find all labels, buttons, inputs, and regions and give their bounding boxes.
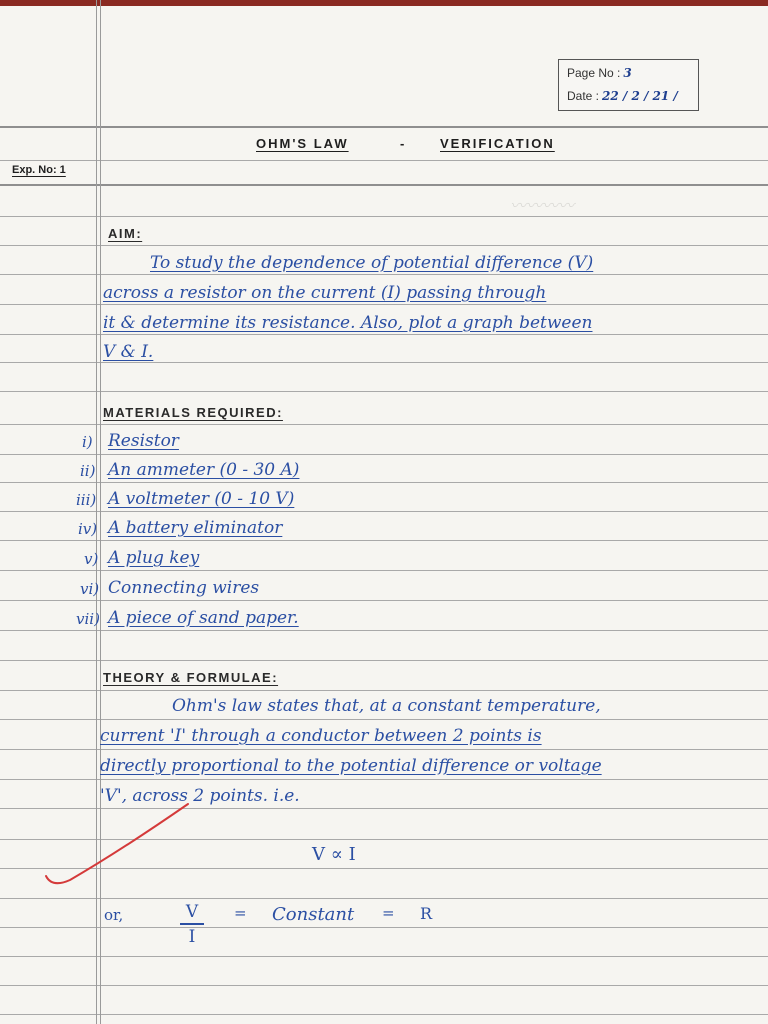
- materials-item-number: ii): [80, 462, 96, 480]
- page-top-edge: [0, 0, 768, 6]
- title-dash: -: [400, 136, 407, 151]
- theory-line-4: 'V', across 2 points. i.e.: [100, 786, 300, 806]
- date-label: Date :: [567, 89, 600, 103]
- materials-item: An ammeter (0 - 30 A): [108, 460, 300, 480]
- page-no-value: 3: [623, 66, 632, 80]
- materials-item: Resistor: [108, 431, 179, 451]
- experiment-number: Exp. No: 1: [12, 164, 66, 176]
- date-value: 22 / 2 / 21 /: [602, 89, 678, 103]
- materials-item-number: iii): [76, 491, 97, 509]
- aim-line-3: it & determine its resistance. Also, plot a graph between: [103, 313, 593, 333]
- page-no-label: Page No :: [567, 66, 621, 80]
- aim-line-1: To study the dependence of potential difference (V): [150, 253, 594, 273]
- fraction-bar: [180, 923, 204, 925]
- page-date-box: [558, 59, 699, 111]
- materials-item-number: vii): [76, 610, 100, 628]
- ratio-fraction: [180, 902, 204, 947]
- materials-item-number: iv): [78, 520, 98, 538]
- resistance-symbol: R: [420, 904, 433, 923]
- theory-line-1: Ohm's law states that, at a constant temperature,: [172, 696, 601, 716]
- materials-item-number: vi): [80, 580, 100, 598]
- materials-heading: MATERIALS REQUIRED:: [103, 405, 283, 420]
- theory-heading: THEORY & FORMULAE:: [103, 670, 279, 685]
- check-mark-icon: [40, 796, 200, 891]
- title-right: VERIFICATION: [440, 136, 555, 151]
- or-label: or,: [104, 906, 124, 924]
- fraction-denominator: I: [188, 926, 196, 947]
- materials-item-number: v): [84, 550, 99, 568]
- title-left: OHM'S LAW: [256, 136, 349, 151]
- aim-line-4: V & I.: [103, 342, 154, 362]
- materials-item-number: i): [82, 433, 93, 451]
- equals-sign: =: [382, 904, 395, 922]
- theory-line-3: directly proportional to the potential difference or voltage: [100, 756, 602, 776]
- page-number-row: [567, 66, 632, 80]
- proportionality-formula: V ∝ I: [312, 844, 356, 865]
- theory-line-2: current 'I' through a conductor between 2 points is: [100, 726, 542, 746]
- date-row: [567, 89, 678, 103]
- equals-sign: =: [234, 904, 247, 922]
- aim-heading: AIM:: [108, 226, 143, 241]
- constant-text: Constant: [272, 904, 355, 925]
- fraction-numerator: V: [185, 902, 199, 922]
- materials-item: A plug key: [108, 548, 200, 568]
- materials-item: A battery eliminator: [108, 518, 283, 538]
- materials-item: A piece of sand paper.: [108, 608, 299, 628]
- materials-item: A voltmeter (0 - 10 V): [108, 489, 295, 509]
- show-through-text: 〰〰〰〰: [510, 196, 575, 215]
- aim-line-2: across a resistor on the current (I) passing through: [103, 283, 547, 303]
- materials-item: Connecting wires: [108, 578, 260, 598]
